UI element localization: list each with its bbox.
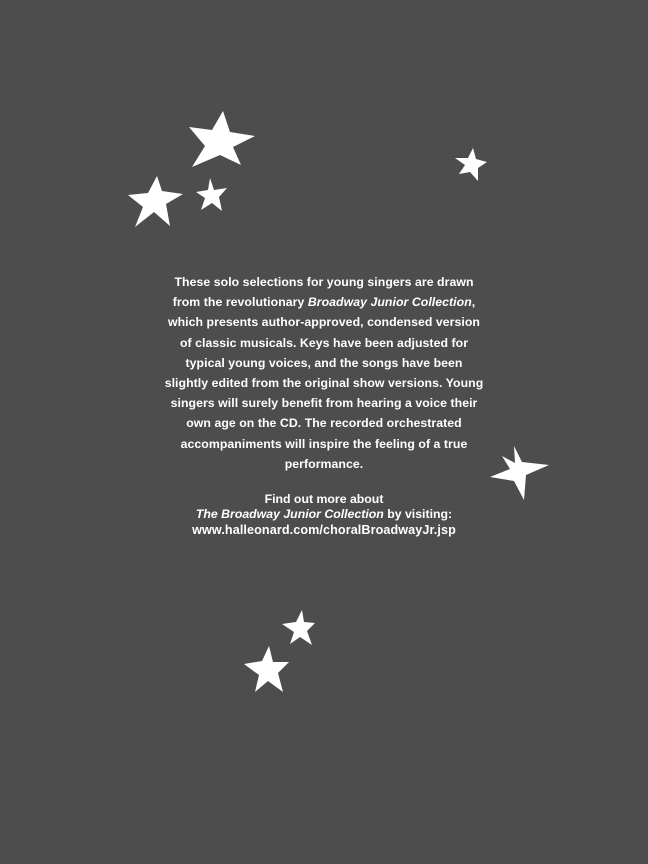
star-icon — [488, 445, 552, 503]
description-part1: These solo selections for young singers are drawn from the revolutionary — [172, 275, 474, 310]
star-icon — [126, 174, 186, 230]
more-info-collection-title: The Broadway Junior Collection — [195, 507, 384, 522]
more-info-line1: Find out more about — [264, 492, 384, 506]
collection-title: Broadway Junior Collection — [307, 295, 472, 310]
star-icon — [454, 147, 488, 183]
star-icon — [186, 110, 258, 168]
description-text — [164, 272, 484, 474]
more-info-visiting: by visiting: — [383, 507, 453, 522]
more-info — [160, 492, 488, 538]
star-icon — [243, 645, 291, 695]
star-icon — [281, 609, 317, 647]
star-icon — [195, 177, 229, 213]
more-info-line2 — [160, 507, 488, 522]
website-url: www.halleonard.com/choralBroadwayJr.jsp — [192, 522, 456, 537]
description-part2: , which presents author-approved, condensed version of classic musicals. Keys have been adjusted for typical young voices, and the songs have been slightly edited from the original show versions. Young singers will surely benefit from hearing a voice their own age on the CD. The recorded orchestrated accompaniments will inspire the feeling of a true performance. — [164, 295, 484, 471]
